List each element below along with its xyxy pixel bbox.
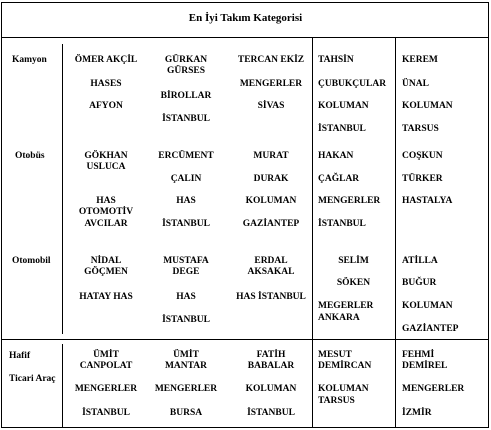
otobus-col5-name: COŞKUN — [402, 151, 443, 161]
hafif-col4-name: MESUT — [318, 350, 352, 360]
hafif-col5-surname: DEMİREL — [402, 361, 448, 371]
otobus-col4-team: MENGERLER — [318, 196, 381, 206]
otobus-col2-team: HAS — [176, 196, 196, 206]
kamyon-col1-team: HASES — [90, 79, 122, 89]
otomobil-col4-team: MEGERLER — [318, 301, 374, 311]
otomobil-col3-surname: AKSAKAL — [247, 267, 295, 277]
otomobil-col4-city: ANKARA — [318, 313, 360, 323]
kamyon-col4-team: KOLUMAN — [318, 101, 369, 111]
otomobil-col5-team: KOLUMAN — [402, 301, 453, 311]
kamyon-col5-team: KOLUMAN — [402, 101, 453, 111]
category-otomobil: Otomobil — [12, 256, 51, 266]
kamyon-col2-city: İSTANBUL — [162, 114, 210, 124]
otomobil-col2-city: İSTANBUL — [162, 315, 210, 325]
category-kamyon: Kamyon — [12, 55, 47, 65]
hafif-col1-city: İSTANBUL — [82, 408, 130, 418]
hafif-col1-surname: CANPOLAT — [79, 361, 133, 371]
kamyon-col4-city: İSTANBUL — [318, 124, 366, 134]
category-otobus: Otobüs — [15, 151, 45, 161]
kamyon-col2-name: GÜRKAN — [164, 55, 208, 65]
otobus-col5-team: HASTALYA — [402, 196, 453, 206]
hafif-col4-team: KOLUMAN — [318, 384, 369, 394]
hafif-col2-city: BURSA — [169, 408, 203, 418]
otomobil-col5-surname: BUĞUR — [402, 278, 437, 288]
hafif-col4-city: TARSUS — [318, 396, 355, 406]
otomobil-col2-surname: DEGE — [172, 267, 200, 277]
table-title: En İyi Takım Kategorisi — [188, 12, 303, 24]
otobus-col3-team: KOLUMAN — [245, 196, 297, 206]
hafif-col4-surname: DEMİRCAN — [318, 361, 372, 371]
hafif-col2-surname: MANTAR — [164, 361, 208, 371]
col-divider-1 — [62, 44, 63, 334]
kamyon-col3-city: SİVAS — [257, 101, 285, 111]
otobus-col2-surname: ÇALIN — [170, 174, 202, 184]
hafif-col1-team: MENGERLER — [74, 384, 138, 394]
otobus-col2-name: ERCÜMENT — [158, 151, 214, 161]
hafif-col1-name: ÜMİT — [93, 350, 119, 360]
hafif-col3-name: FATİH — [256, 350, 286, 360]
otobus-col4-city: İSTANBUL — [318, 219, 366, 229]
kamyon-col5-name: KEREM — [402, 55, 438, 65]
otobus-col1-city: AVCILAR — [84, 219, 128, 229]
hafif-col3-surname: BABALAR — [247, 361, 295, 371]
category-hafif: Hafif — [9, 351, 31, 361]
otomobil-col1-team: HATAY HAS — [79, 292, 133, 302]
kamyon-col3-team: MENGERLER — [239, 79, 303, 89]
otomobil-col4-surname: SÖKEN — [336, 278, 371, 288]
hafif-col3-team: KOLUMAN — [245, 384, 297, 394]
kamyon-col5-surname: ÜNAL — [402, 79, 429, 89]
hafif-col3-city: İSTANBUL — [247, 408, 295, 418]
hafif-col5-city: İZMİR — [402, 408, 432, 418]
kamyon-col1-city: AFYON — [89, 101, 123, 111]
kamyon-col4-surname: ÇUBUKÇULAR — [318, 79, 387, 89]
kamyon-col5-city: TARSUS — [402, 124, 439, 134]
col-divider-2 — [312, 37, 313, 428]
otomobil-col4-name: SELİM — [338, 256, 369, 266]
hafif-divider — [1, 339, 489, 340]
otobus-col1-name: GÖKHAN — [84, 151, 128, 161]
otomobil-col5-city: GAZİANTEP — [402, 324, 459, 334]
otobus-col3-name: MURAT — [253, 151, 289, 161]
title-divider — [1, 37, 489, 38]
otobus-col2-city: İSTANBUL — [162, 219, 210, 229]
otomobil-col3-name: ERDAL — [254, 256, 288, 266]
otobus-col3-city: GAZİANTEP — [242, 219, 300, 229]
category-ticari: Ticari Araç — [9, 374, 56, 384]
otobus-col4-surname: ÇAĞLAR — [318, 174, 360, 184]
otobus-col4-name: HAKAN — [318, 151, 354, 161]
otomobil-col1-surname: GÖÇMEN — [84, 267, 128, 277]
kamyon-col3-name: TERCAN EKİZ — [237, 55, 305, 65]
hafif-col5-name: FEHMİ — [402, 350, 435, 360]
otobus-col3-surname: DURAK — [253, 174, 289, 184]
kamyon-col2-team: BİROLLAR — [160, 91, 212, 101]
otomobil-col5-name: ATİLLA — [402, 256, 438, 266]
otomobil-col1-name: NİDAL — [90, 256, 122, 266]
kamyon-col1-name: ÖMER AKÇİL — [74, 55, 138, 65]
otomobil-col2-team: HAS — [176, 292, 196, 302]
hafif-col2-team: MENGERLER — [154, 384, 218, 394]
kamyon-col2-surname: GÜRSES — [166, 66, 205, 76]
hafif-col2-name: ÜMİT — [173, 350, 199, 360]
otomobil-col3-team: HAS İSTANBUL — [236, 292, 306, 302]
hafif-col5-team: MENGERLER — [402, 384, 465, 394]
otomobil-col2-name: MUSTAFA — [163, 256, 209, 266]
kamyon-col4-name: TAHSİN — [318, 55, 354, 65]
otobus-col1-team2: OTOMOTİV — [78, 207, 134, 217]
otobus-col5-surname: TÜRKER — [402, 174, 443, 184]
col-divider-3 — [395, 37, 396, 428]
otobus-col1-team1: HAS — [96, 196, 116, 206]
otobus-col1-surname: USLUCA — [86, 162, 126, 172]
